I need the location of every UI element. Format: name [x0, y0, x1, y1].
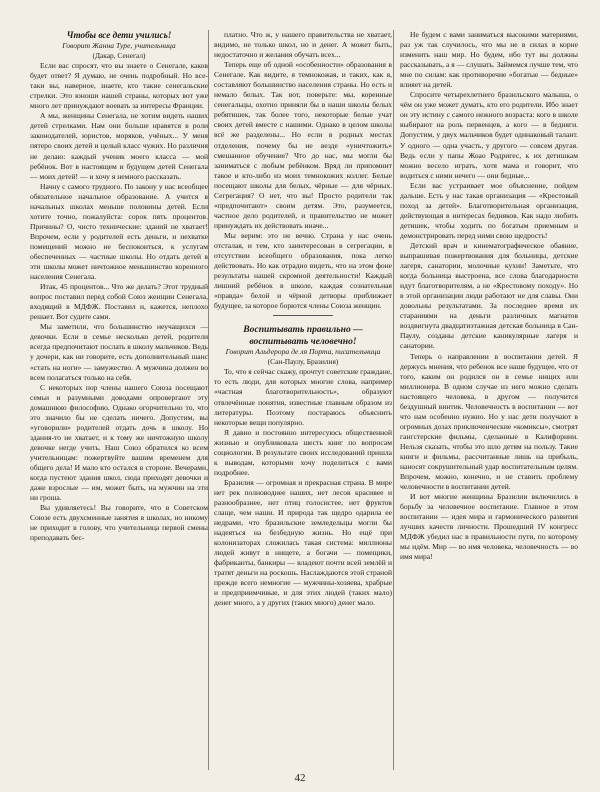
paragraph: С некоторых пор члены нашего Союза посещают семьи и разумными доводами опровергают эту домашнюю философию. Однако огорчительно то, что это значило бы не сделать ничего. Допустим, вы «уговорили» родителей отдать дочь в школу. Но здания-то не хватает, и к тому же ничтожную школу девочке негде учить. Наш Союз обратился ко всем учительницам: пожертвуйте вашим временем для общего дела! И мало кто остался в стороне. Вечерами, когда пустеют здания школ, сюда приходят девочки и даже взрослые — им, может быть, на мужчин на эти ни грошa.: [30, 382, 208, 503]
article1-author: Говорит Жанна Туре, учительница: [62, 41, 176, 50]
article2-title: Воспитывать правильно — воспитывать человечно!: [243, 324, 363, 347]
column-divider: [208, 30, 209, 770]
article1-title: Чтобы все дети учились!: [66, 30, 172, 40]
article1-place: (Дакар, Сенегал): [92, 51, 146, 61]
article2-author: Говорит Альдерора де ля Порта, писательница: [225, 347, 381, 357]
article2-place: (Сан-Паулу, Бразилия): [267, 357, 339, 367]
paragraph: Начну с самого трудного. По закону у нас всеобщее обязательное начальное образование. А учится в начальных школах меньше половины детей. Если хотите точно, пожалуйста: сорок пять процентов. Причины? О, чисто технические: зданий не хватает! Впрочем, если у родителей есть деньги, и нехватке помещений можно не беспокоиться, к услугам обеспеченных — частные школы. Но отдать детей в эти школы может ничтожное меньшинство коренного населения Сенегала.: [30, 181, 208, 282]
column-divider: [393, 30, 394, 770]
paragraph: Теперь еще об одной «особенности» образования в Сенегале. Как видите, я темнокожая, и таких, как я, составляют большинство населения страны. Но есть и немало белых. Так вот, поверьте: мы, коренные сенегальцы, охотно приняли бы в наши школы белых ребятишек, так более того, некоторые белые учат своих детей вместе с нашими. Однако в целом школы всё же разделены... Но если в родных местах отделения, почему бы не везде «уничтожить» смешанное обучение? Что до нас, мы могли бы заниматься с любым ребёнком. Вряд ли припомнит такое и кто-либо из моих темнокожих коллег. Белые посещают школы для белых, чёрные — для чёрных. Сегрегация? О нет, что вы! Просто родители так «предпочитают» своим детям. Это, разумеется, частное дело родителей, и правительство не может принуждать их действовать иначе...: [214, 60, 392, 230]
paragraph: Детский врач и кинематографическое обаяние, выпрашивая пожертвования для больницы, детские лагеря, санатории, молочные кухни! Заметьте, что когда больница выстроена, все слова благодарности идут благотворителям, а не «Крестовому походу». Но в этой организации люди работают не для славы. Они довольны результатами. За последнее время их стараниями на деньги различных магнатов воздвигнута двадцатиэтажная детская больница в Сан-Паулу, созданы детские каникулярные лагеря и санатории.: [400, 240, 578, 351]
paragraph: Мы заметили, что большинство неучащихся — девочки. Если в семье несколько детей, родители всегда предпочитают послать в школу мальчиков. Ведь у дочери, как ни говорите, есть дополнительный шанс «стать на ноги» — замужество. А мужчина должен во всем полагаться только на себя.: [30, 322, 208, 382]
paragraph: Я давно и постоянно интересуюсь общественной жизнью и опубликовала шесть книг по вопросам социологии. В результате своих исследований пришла к выводам, которыми хочу поделиться с вами подробнее.: [214, 427, 392, 477]
paragraph: Спросите четырехлетнего бразильского малыша, о чём он уже может думать, кто его родители. Ибо знает он эту истину с самого нежного возраста: кого в школе выбирают на роль первенцев, а кого — в бедняги. Допустим, у двух мальчиков будет одинаковый талант. У одного — одна участь, у другого — совсем другая. Ведь если у папы Жоао Родригес, к их детишкам можно весело играть, хотя мама и говорит, что водиться с ними нечего — они бедные...: [400, 90, 578, 180]
paragraph: платно. Что ж, у нашего правительства не хватает, видимо, не только школ, но и денег. А может быть, недостаточно и желания обучать всех...: [214, 30, 392, 60]
paragraph: Не будем с вами заниматься высокими материями, раз уж так случилось, что мы не в силах в корне изменить наш мир. Но будем, ибо тут вы должны рассказывать, а я — слушать. Займемся лучше тем, что мне по силам: как противоречие «богатые — бедные» влияет на детей.: [400, 30, 578, 90]
paragraph: Если вас устраивает мое объяснение, пойдем дальше. Есть у нас такая организация — «Крестовый поход за детей». Благотворительная организация, действующая в интересах бедняков. Как надо любить детишек, чтобы ходить по богатым приемным и демонстрировать перед ними свою щедрость!: [400, 180, 578, 240]
paragraph: То, что я сейчас скажу, прочтут советские граждане, то есть люди, для которых многие слова, например «частная благотворительность», образуют отвлечённые понятия, известные главным образом из литературы. Поэтому постараюсь объяснить некоторые вещи популярно.: [214, 367, 392, 427]
section-separator: [273, 315, 333, 316]
column-middle: [214, 30, 392, 760]
paragraph: Бразилия — огромная и прекрасная страна. В мире нет рек полноводнее наших, нет лесов красивее и разнообразнее, нет птиц голосистее, нет фруктов слаще, чем наши. И природа так щедро одарила ее недрами, что бразильские земледельцы могли бы надеяться на безбедную жизнь. Но ещё при колонизаторах сложилась такая система: миллионы людей живут в нищете, а богачи — помещики, фабриканты, банкиры — владеют почти всей землёй и тратят деньги на роскошь. Наслаждаются этой страной прежде всего немногие — мужчины-хозяева, храбрые и предприимчивые, и для этих людей (таких мало) денег много, а у других (таких много) денег мало.: [214, 477, 392, 608]
paragraph: Мы верим: это не вечно. Страна у нас очень отсталая, и тем, кто заинтересован в сегрегации, в отсутствии всеобщего образования, пока легко действовать. Но как отрадно видеть, что на этом фоне результаты нашей скромной деятельности! Каждый лишний ребёнок в школе, каждая сознательная «правда» белой и чёрной детворы приближает будущее, за которое борются члены Союза женщин.: [214, 230, 392, 311]
column-right: [400, 30, 578, 760]
column-left: [30, 30, 208, 760]
paragraph: Итак, 45 процентов... Что же делать? Этот трудный вопрос поставил перед собой Союз женщин Сенегала, входящий в МДФЖ. Поставил и, кажется, неплохо решает. Вот судите сами.: [30, 282, 208, 322]
page-number: 42: [294, 772, 306, 784]
paragraph: И вот многие женщины Бразилии включились в борьбу за человечное воспитание. Главное в этом воспитании — идея мира и гармонического развития лучших качеств личности. Прошедший IV конгресс МДФЖ убедил нас в правильности пути, по которому мы идём. Мир — во имя человека, человечность — во имя мира!: [400, 492, 578, 562]
paragraph: Вы удивляетесь! Вы говорите, что в Советском Союзе есть двухсменные занятия в школах, но никому не приходит в голову, что учительница первой смены преподавать бес-: [30, 503, 208, 543]
paragraph: Теперь о направлении в воспитании детей. Я держусь мнения, что ребенок все наше будущее, что от того, каким он родился он в семье нищих или миллионера. В одном случае из него можно сделать настоящего человека, в другом — получится бездушный винтик. Человечность в воспитании — вот что нам особенно нужно. Но у нас дети получают в огромных дозах приключенческие «комиксы», смотрят гангстерские фильмы, сделанные в Калифорнии. Нельзя сказать, чтобы это шло детям на пользу. Такие книги и фильмы, рассчитанные лишь на прибыль, наносят сокрушительный удар воспитательным целям. Впрочем, можно, конечно, и не ставить проблему человечности в воспитании детей.: [400, 351, 578, 492]
paragraph: Если вас спросят, что вы знаете о Сенегале, каков будет ответ? Я думаю, не очень подробный. Но все-таки вы, наверное, знаете, кто такие сенегальские стрелки. Это юноши нашей страны, которых вот уже много лет принуждают воевать за интересы Франции.: [30, 61, 208, 111]
paragraph: А мы, женщины Сенегала, не хотим видеть наших детей стрелками. Нам они больше нравятся в роли законодателей, юристов, моряков, учёных... У меня пятеро своих детей и целый класс чужих. Но различия не делаю: каждый ученик моего класса — мой ребёнок. Вот в настоящем и будущем детей Сенегала — моих детей! — и хочу я немного рассказать.: [30, 111, 208, 181]
